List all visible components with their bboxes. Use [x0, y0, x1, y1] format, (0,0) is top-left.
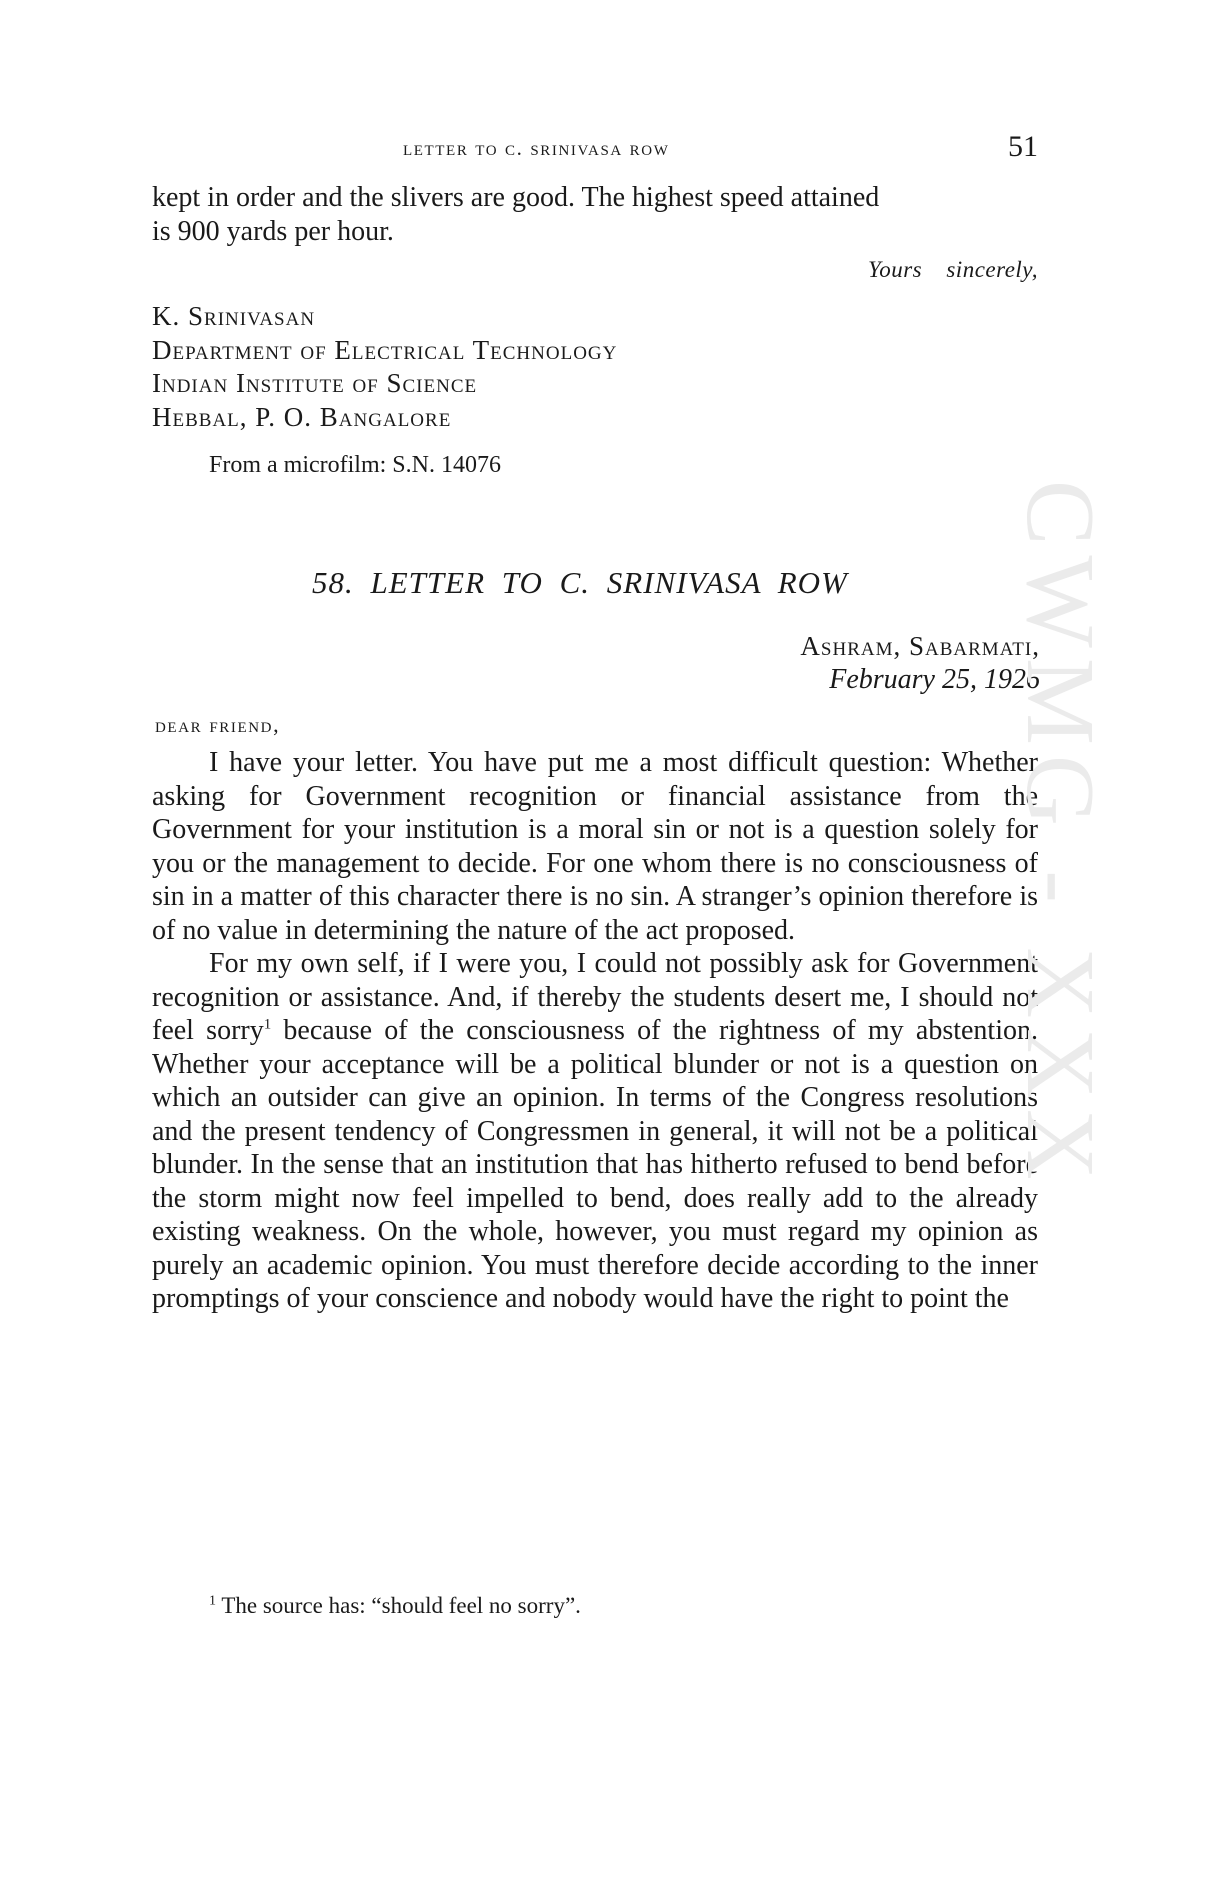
address-line: Hebbal, P. O. Bangalore	[152, 401, 452, 432]
footnote-number: 1	[209, 1593, 216, 1609]
source-note: From a microfilm: S.N. 14076	[209, 452, 501, 478]
date-line: February 25, 1926	[829, 664, 1040, 695]
salutation: dear friend,	[155, 712, 281, 737]
place-date	[800, 629, 1040, 697]
continued-line: kept in order and the slivers are good. The highest speed attained	[152, 182, 880, 213]
recipient-address	[152, 300, 617, 434]
continued-text	[152, 181, 1038, 248]
letter-title: 58. LETTER TO C. SRINIVASA ROW	[312, 565, 848, 600]
address-line: Department of Electrical Technology	[152, 334, 618, 365]
paragraph-text: because of the consciousness of the rightness of my abstention. Whether your acceptance will be a political blunder or not is a question on which an outsider can give an opinion. In terms of the Congress resolutions and the present tendency of Congressmen in general, it will not be a political blunder. In the sense that an institution that has hitherto refused to bend before the storm might now feel impelled to bend, does really add to the already existing weakness. On the whole, however, you must regard my opinion as purely an academic opinion. You must therefore decide according to the inner promptings of your conscience and nobody would have the right to point the	[152, 1015, 1038, 1314]
footnote-text: The source has: “should feel no sorry”.	[216, 1593, 581, 1618]
continued-line: is 900 yards per hour.	[152, 215, 394, 247]
paragraph-text: For my own self, if I were you, I could not possibly ask for Government recognition or assistance. And, if thereby the students desert me, I should not feel sorry	[152, 948, 1038, 1046]
paragraph	[152, 947, 1038, 1316]
running-title: letter to c. srinivasa row	[403, 136, 670, 160]
address-line: K. Srinivasan	[152, 301, 316, 331]
footnote	[209, 1593, 581, 1619]
footnote-marker: 1	[263, 1016, 272, 1033]
paragraph: I have your letter. You have put me a most difficult question: Whether asking for Government recognition or financial assistance from the Government for your institution is a moral sin or not is a question solely for you or the management to decide. For one whom there is no consciousness of sin in a matter of this character there is no sin. A stranger’s opinion therefore is of no value in determining the nature of the act proposed.	[152, 747, 1038, 946]
letter-body	[152, 746, 1038, 1316]
place-line: Ashram, Sabarmati,	[800, 631, 1040, 661]
closing: Yours sincerely,	[868, 257, 1038, 282]
address-line: Indian Institute of Science	[152, 368, 478, 398]
running-head	[155, 130, 1038, 174]
page-number: 51	[1008, 130, 1038, 163]
watermark: CWMG - XXX	[1006, 480, 1114, 1190]
